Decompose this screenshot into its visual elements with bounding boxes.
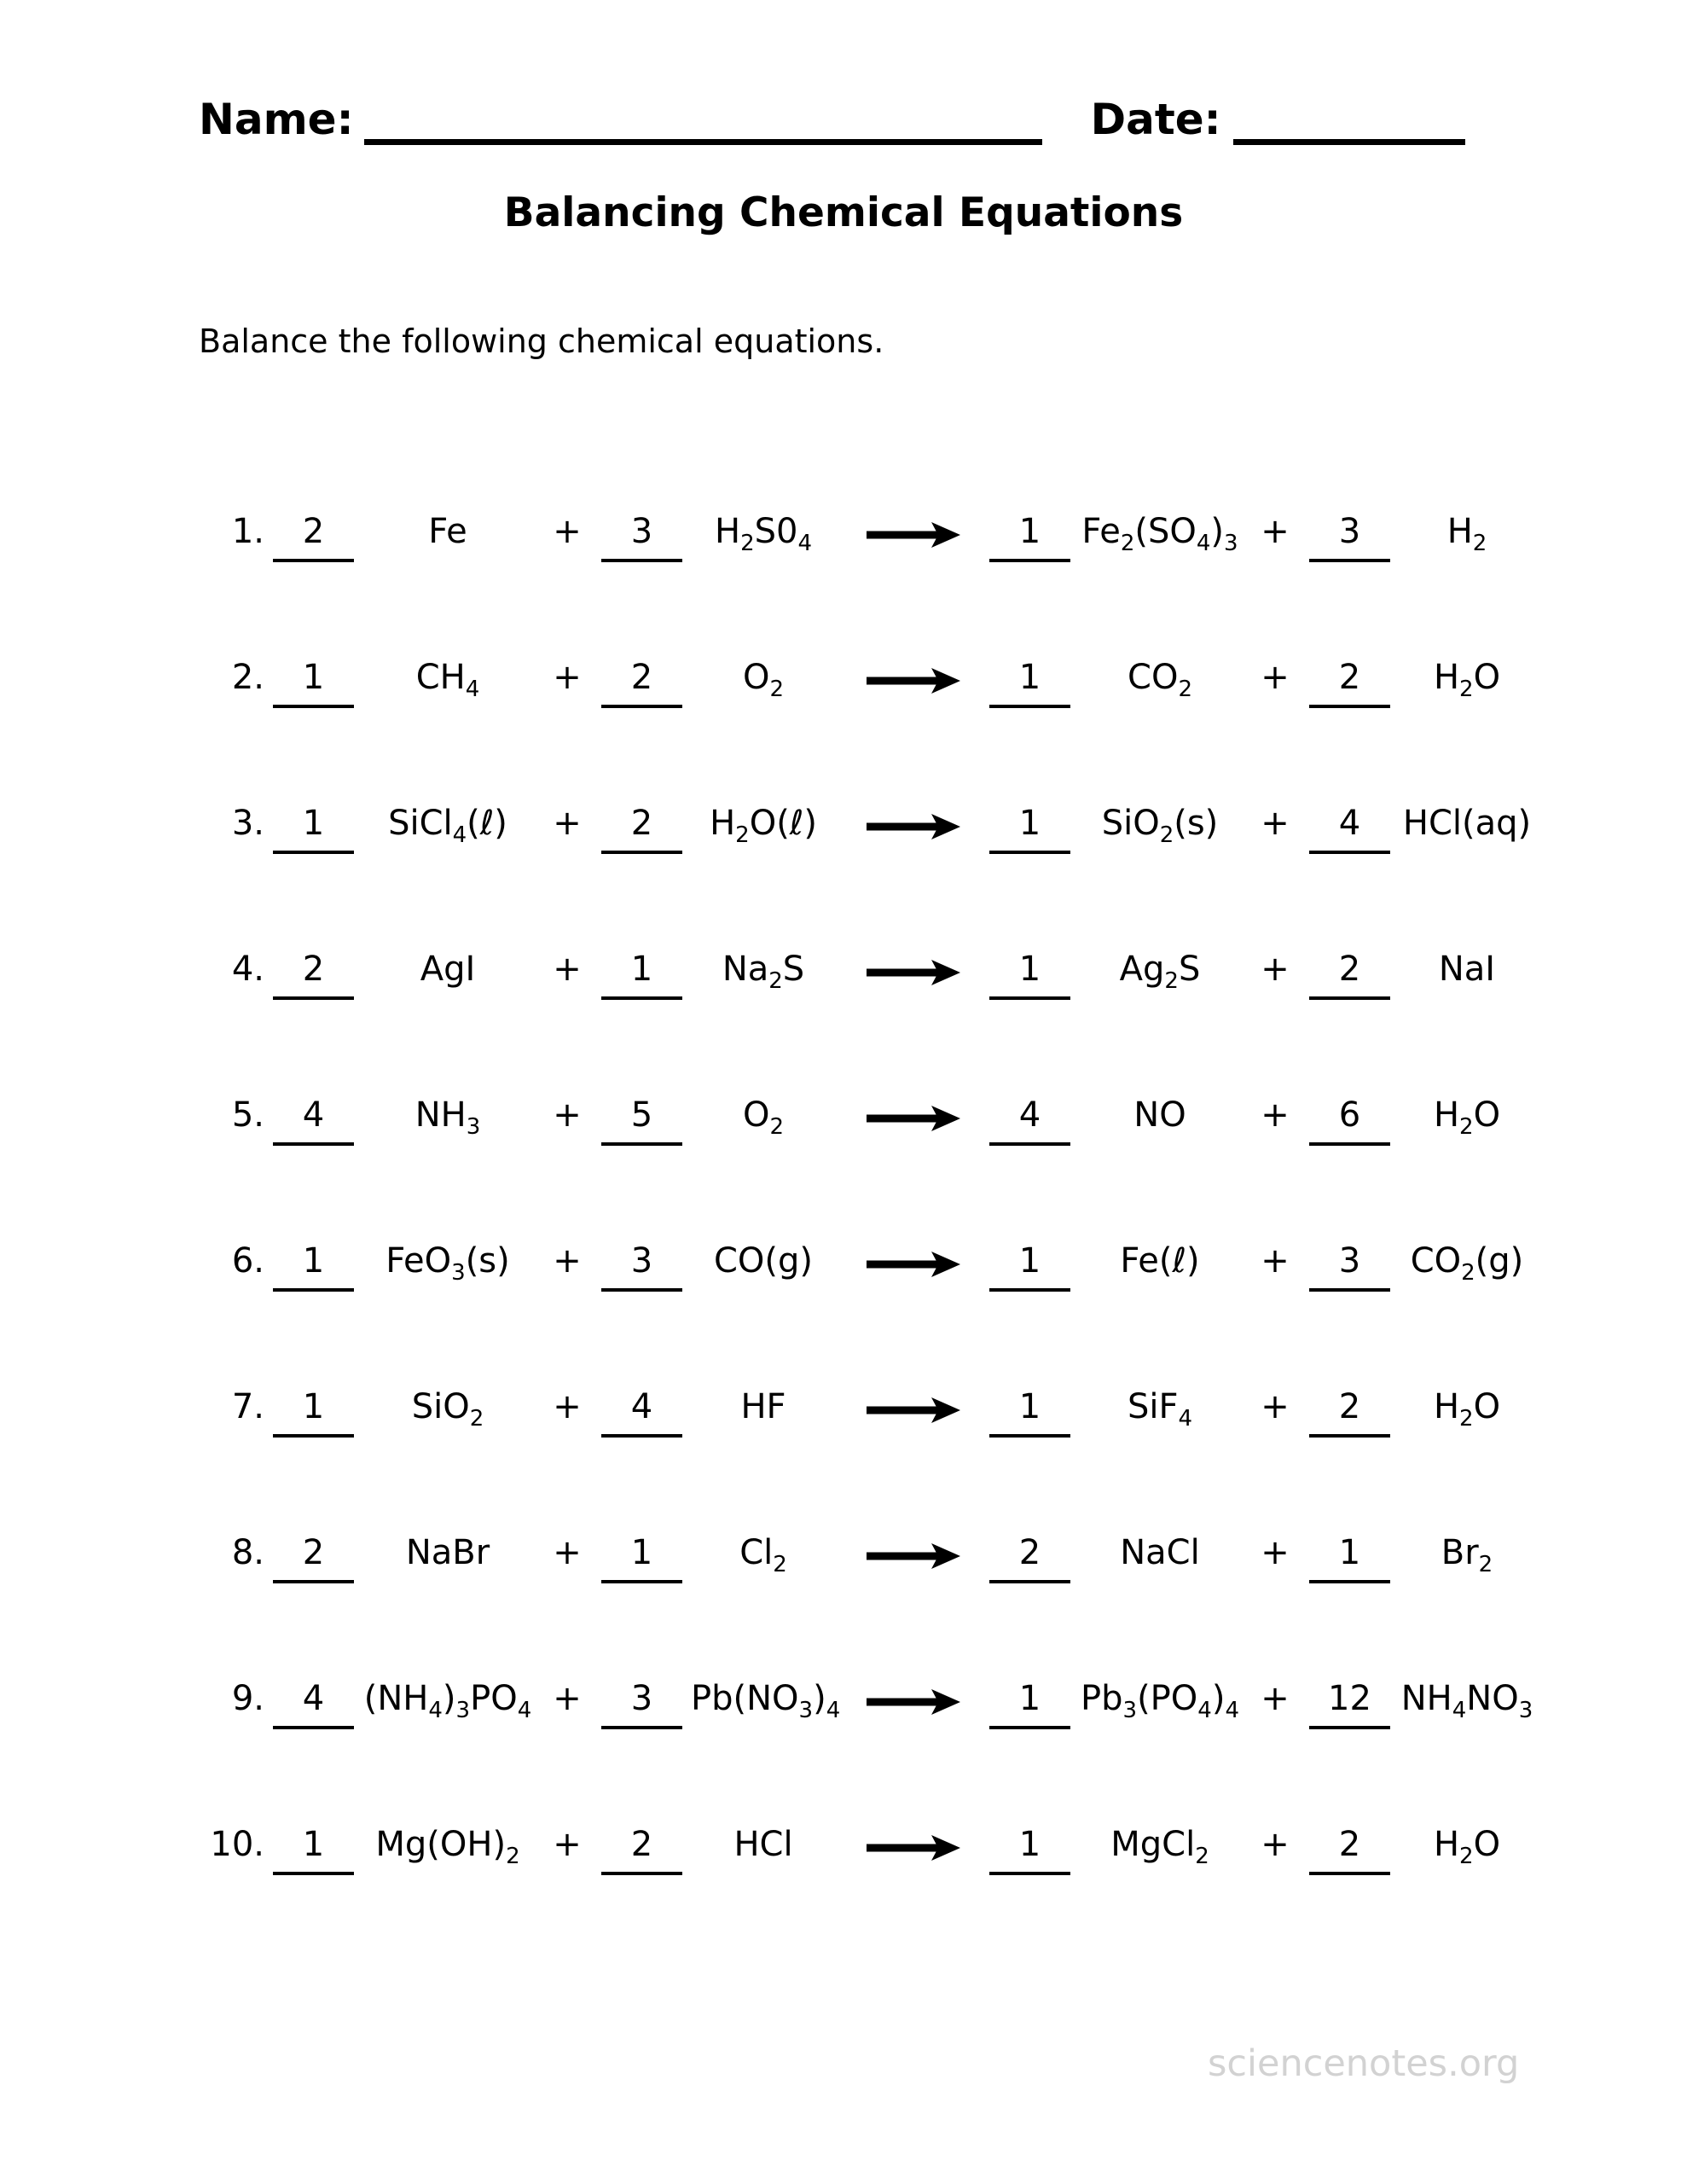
- chemical-formula: Fe: [428, 512, 467, 551]
- coefficient-blank: [989, 512, 1070, 562]
- coefficient-value: 1: [989, 1825, 1070, 1875]
- coefficient-value: 1: [273, 658, 354, 708]
- equation-row: [205, 1647, 1535, 1792]
- coefficient-value: 1: [1309, 1533, 1390, 1583]
- coefficient-value: 1: [273, 804, 354, 854]
- coefficient-blank: [1309, 804, 1390, 854]
- reaction-arrow: [844, 658, 981, 694]
- chemical-formula: $NH_3$: [415, 1095, 481, 1140]
- plus-sign: +: [1261, 950, 1290, 989]
- coefficient-blank: [989, 1825, 1070, 1875]
- chemical-formula: $H_2$: [1446, 512, 1487, 556]
- coefficient-value: 4: [273, 1095, 354, 1146]
- coefficient-blank: [601, 1825, 682, 1875]
- coefficient-blank: [273, 1095, 354, 1146]
- coefficient-blank: [273, 1825, 354, 1875]
- coefficient-value: 1: [273, 1241, 354, 1292]
- footer-site: sciencenotes.org: [1208, 2042, 1520, 2085]
- coefficient-value: 4: [1309, 804, 1390, 854]
- plus-sign: +: [1261, 1241, 1290, 1281]
- chemical-formula: $Pb_3(PO_4)_4$: [1081, 1679, 1239, 1723]
- reaction-arrow: [844, 950, 981, 986]
- chemical-formula: $H_2O$: [1433, 1825, 1501, 1869]
- plus-sign: +: [1261, 1533, 1290, 1572]
- right-arrow-icon: [865, 521, 960, 549]
- date-blank-line: [1233, 131, 1465, 145]
- page-title: Balancing Chemical Equations: [503, 189, 1184, 236]
- coefficient-blank: [1309, 950, 1390, 1000]
- equation-number: 7.: [231, 1387, 264, 1426]
- equations-list: [205, 479, 1535, 1938]
- coefficient-blank: [989, 1533, 1070, 1583]
- plus-sign: +: [553, 804, 582, 843]
- coefficient-blank: [989, 804, 1070, 854]
- reaction-arrow: [844, 1533, 981, 1570]
- equation-row: [205, 917, 1535, 1063]
- coefficient-value: 3: [1309, 1241, 1390, 1292]
- chemical-formula: FeO$_3$(s): [386, 1241, 510, 1286]
- equation-number: 10.: [210, 1825, 264, 1864]
- coefficient-value: 1: [989, 1387, 1070, 1438]
- coefficient-value: 1: [989, 804, 1070, 854]
- coefficient-value: 3: [601, 1679, 682, 1729]
- chemical-formula: $Br_2$: [1441, 1533, 1493, 1577]
- reaction-arrow: [844, 1241, 981, 1278]
- coefficient-value: 2: [273, 512, 354, 562]
- coefficient-value: 1: [989, 512, 1070, 562]
- right-arrow-icon: [865, 1397, 960, 1424]
- chemical-formula: $(NH_4)_3PO_4$: [363, 1679, 532, 1723]
- equation-number: 3.: [231, 804, 264, 843]
- coefficient-value: 2: [989, 1533, 1070, 1583]
- date-label: Date:: [1090, 95, 1221, 144]
- name-blank-line: [364, 131, 1042, 145]
- coefficient-value: 3: [601, 1241, 682, 1292]
- coefficient-value: 2: [601, 658, 682, 708]
- coefficient-blank: [273, 1387, 354, 1438]
- plus-sign: +: [553, 1387, 582, 1426]
- coefficient-blank: [601, 512, 682, 562]
- coefficient-value: 5: [601, 1095, 682, 1146]
- coefficient-value: 2: [1309, 950, 1390, 1000]
- name-label: Name:: [199, 95, 354, 144]
- plus-sign: +: [553, 1095, 582, 1135]
- coefficient-blank: [601, 1095, 682, 1146]
- chemical-formula: NaCl: [1120, 1533, 1200, 1572]
- coefficient-blank: [273, 658, 354, 708]
- chemical-formula: $Pb(NO_3)_4$: [691, 1679, 841, 1723]
- plus-sign: +: [553, 1533, 582, 1572]
- plus-sign: +: [1261, 658, 1290, 697]
- chemical-formula: $H_2O$: [1433, 1095, 1501, 1140]
- coefficient-blank: [1309, 1533, 1390, 1583]
- coefficient-value: 2: [601, 1825, 682, 1875]
- coefficient-blank: [989, 950, 1070, 1000]
- coefficient-value: 2: [601, 804, 682, 854]
- plus-sign: +: [553, 1825, 582, 1864]
- chemical-formula: $O_2$: [742, 658, 785, 702]
- plus-sign: +: [553, 512, 582, 551]
- coefficient-blank: [601, 804, 682, 854]
- coefficient-blank: [601, 1533, 682, 1583]
- coefficient-blank: [989, 658, 1070, 708]
- right-arrow-icon: [865, 1251, 960, 1278]
- coefficient-value: 4: [989, 1095, 1070, 1146]
- equation-row: [205, 479, 1535, 625]
- chemical-formula: HCl: [733, 1825, 793, 1864]
- equation-row: [205, 625, 1535, 771]
- coefficient-value: 4: [601, 1387, 682, 1438]
- coefficient-blank: [601, 1241, 682, 1292]
- right-arrow-icon: [865, 1688, 960, 1716]
- coefficient-blank: [1309, 512, 1390, 562]
- plus-sign: +: [1261, 1679, 1290, 1718]
- coefficient-blank: [601, 950, 682, 1000]
- plus-sign: +: [1261, 804, 1290, 843]
- chemical-formula: AgI: [420, 950, 476, 989]
- coefficient-value: 3: [1309, 512, 1390, 562]
- coefficient-blank: [273, 1679, 354, 1729]
- right-arrow-icon: [865, 813, 960, 840]
- chemical-formula: $CH_4$: [415, 658, 480, 702]
- chemical-formula: $Cl_2$: [739, 1533, 787, 1577]
- coefficient-value: 1: [601, 1533, 682, 1583]
- chemical-formula: $NH_4NO_3$: [1400, 1679, 1533, 1723]
- coefficient-blank: [1309, 658, 1390, 708]
- right-arrow-icon: [865, 1542, 960, 1570]
- equation-row: [205, 1355, 1535, 1501]
- coefficient-blank: [601, 1387, 682, 1438]
- coefficient-blank: [601, 1679, 682, 1729]
- coefficient-value: 1: [273, 1825, 354, 1875]
- equation-number: 5.: [231, 1095, 264, 1135]
- coefficient-value: 1: [989, 950, 1070, 1000]
- right-arrow-icon: [865, 1105, 960, 1132]
- plus-sign: +: [553, 658, 582, 697]
- chemical-formula: CO(g): [713, 1241, 813, 1281]
- instruction-text: Balance the following chemical equations.: [199, 322, 884, 360]
- coefficient-blank: [273, 1533, 354, 1583]
- name-date-row: [199, 96, 1465, 145]
- chemical-formula: SiF$_4$: [1127, 1387, 1193, 1432]
- equation-number: 4.: [231, 950, 264, 989]
- equation-number: 8.: [231, 1533, 264, 1572]
- equation-row: [205, 1501, 1535, 1647]
- chemical-formula: $H_2O(\ell)$: [710, 804, 817, 848]
- right-arrow-icon: [865, 667, 960, 694]
- coefficient-blank: [1309, 1679, 1390, 1729]
- chemical-formula: $O_2$: [742, 1095, 785, 1140]
- coefficient-blank: [273, 512, 354, 562]
- equation-row: [205, 1063, 1535, 1209]
- equation-row: [205, 1792, 1535, 1938]
- coefficient-blank: [601, 658, 682, 708]
- coefficient-blank: [989, 1679, 1070, 1729]
- plus-sign: +: [553, 1679, 582, 1718]
- coefficient-blank: [273, 1241, 354, 1292]
- coefficient-value: 2: [1309, 1825, 1390, 1875]
- chemical-formula: SiCl$_4$(ℓ): [388, 804, 507, 848]
- coefficient-blank: [1309, 1095, 1390, 1146]
- chemical-formula: $CO_2$: [1128, 658, 1192, 702]
- plus-sign: +: [1261, 512, 1290, 551]
- equation-number: 2.: [231, 658, 264, 697]
- coefficient-value: 1: [989, 658, 1070, 708]
- equation-row: [205, 1209, 1535, 1355]
- coefficient-blank: [989, 1387, 1070, 1438]
- coefficient-blank: [273, 804, 354, 854]
- reaction-arrow: [844, 1825, 981, 1862]
- chemical-formula: $H_2O$: [1433, 658, 1501, 702]
- plus-sign: +: [1261, 1387, 1290, 1426]
- chemical-formula: Fe(ℓ): [1120, 1241, 1200, 1281]
- equation-row: [205, 771, 1535, 917]
- right-arrow-icon: [865, 1834, 960, 1862]
- plus-sign: +: [553, 1241, 582, 1281]
- chemical-formula: $Na_2S$: [722, 950, 805, 994]
- coefficient-value: 2: [1309, 658, 1390, 708]
- coefficient-value: 2: [273, 950, 354, 1000]
- chemical-formula: NaBr: [405, 1533, 490, 1572]
- reaction-arrow: [844, 512, 981, 549]
- chemical-formula: $H_2O$: [1433, 1387, 1501, 1432]
- plus-sign: +: [1261, 1825, 1290, 1864]
- coefficient-value: 6: [1309, 1095, 1390, 1146]
- chemical-formula: $CO_2(g)$: [1410, 1241, 1524, 1286]
- coefficient-value: 1: [989, 1241, 1070, 1292]
- coefficient-blank: [1309, 1825, 1390, 1875]
- coefficient-blank: [989, 1241, 1070, 1292]
- coefficient-value: 12: [1309, 1679, 1390, 1729]
- chemical-formula: NO: [1133, 1095, 1186, 1135]
- chemical-formula: NaI: [1438, 950, 1496, 989]
- chemical-formula: SiO$_2$: [411, 1387, 484, 1432]
- coefficient-blank: [1309, 1387, 1390, 1438]
- chemical-formula: $H_2S0_4$: [714, 512, 812, 556]
- right-arrow-icon: [865, 959, 960, 986]
- chemical-formula: $Fe_2(SO_4)_3$: [1081, 512, 1238, 556]
- chemical-formula: HCl(aq): [1402, 804, 1532, 843]
- coefficient-blank: [273, 950, 354, 1000]
- coefficient-value: 2: [1309, 1387, 1390, 1438]
- equation-number: 1.: [231, 512, 264, 551]
- coefficient-blank: [989, 1095, 1070, 1146]
- coefficient-value: 1: [601, 950, 682, 1000]
- equation-number: 6.: [231, 1241, 264, 1281]
- equation-number: 9.: [231, 1679, 264, 1718]
- coefficient-blank: [1309, 1241, 1390, 1292]
- coefficient-value: 1: [989, 1679, 1070, 1729]
- plus-sign: +: [553, 950, 582, 989]
- chemical-formula: MgCl$_2$: [1110, 1825, 1209, 1869]
- reaction-arrow: [844, 804, 981, 840]
- chemical-formula: $Ag_2S$: [1119, 950, 1201, 994]
- chemical-formula: SiO$_2$(s): [1101, 804, 1219, 848]
- reaction-arrow: [844, 1095, 981, 1132]
- plus-sign: +: [1261, 1095, 1290, 1135]
- coefficient-value: 2: [273, 1533, 354, 1583]
- chemical-formula: $Mg(OH)_2$: [375, 1825, 520, 1869]
- reaction-arrow: [844, 1387, 981, 1424]
- reaction-arrow: [844, 1679, 981, 1716]
- coefficient-value: 1: [273, 1387, 354, 1438]
- coefficient-value: 3: [601, 512, 682, 562]
- chemical-formula: HF: [740, 1387, 786, 1426]
- coefficient-value: 4: [273, 1679, 354, 1729]
